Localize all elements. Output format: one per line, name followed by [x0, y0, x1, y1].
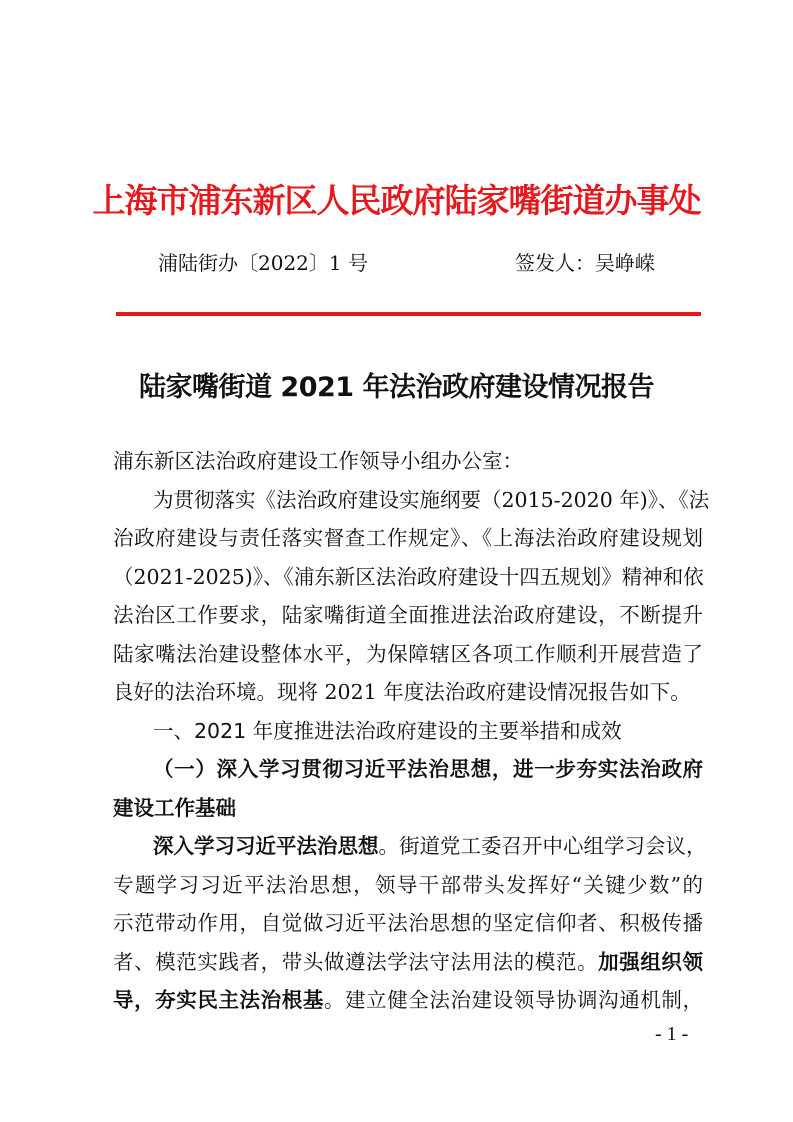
- page-number: - 1 -: [655, 1023, 689, 1045]
- intro-line: 陆家嘴法治建设整体水平，为保障辖区各项工作顺利开展营造了: [113, 641, 703, 666]
- signer: 签发人：吴峥嵘: [515, 251, 655, 275]
- intro-line: 法治区工作要求，陆家嘴街道全面推进法治政府建设，不断提升: [113, 603, 703, 627]
- report-title: 陆家嘴街道 2021 年法治政府建设情况报告: [139, 372, 654, 403]
- bold-lead: 加强组织领: [598, 949, 704, 974]
- paragraph-text: 。建立健全法治建设领导协调沟通机制，: [323, 988, 704, 1012]
- intro-line: （2021-2025)》、《浦东新区法治政府建设十四五规划》精神和依: [113, 564, 704, 589]
- intro-line: 良好的法治环境。现将 2021 年度法治政府建设情况报告如下。: [113, 680, 691, 704]
- section-heading: 一、2021 年度推进法治政府建设的主要举措和成效: [153, 718, 622, 743]
- subsection-heading: （一）深入学习贯彻习近平法治思想，进一步夯实法治政府: [153, 757, 703, 781]
- bold-lead: 导，夯实民主法治根基: [113, 988, 324, 1012]
- paragraph-line: [113, 943, 703, 982]
- intro-line: 为贯彻落实《法治政府建设实施纲要（2015-2020 年)》、《法: [153, 487, 710, 512]
- salutation: 浦东新区法治政府建设工作领导小组办公室：: [113, 449, 523, 473]
- subsection-heading: 建设工作基础: [113, 795, 236, 820]
- paragraph-line: 专题学习习近平法治思想，领导干部带头发挥好“关键少数”的: [113, 872, 703, 897]
- document-number: 浦陆街办〔2022〕1 号: [158, 251, 368, 275]
- document-body: [113, 442, 710, 1020]
- intro-line: 治政府建设与责任落实督查工作规定》、《上海法治政府建设规划: [113, 526, 703, 550]
- issuing-organization-title: 上海市浦东新区人民政府陆家嘴街道办事处: [92, 181, 701, 220]
- red-header-rule: [116, 312, 701, 316]
- paragraph-line: [113, 981, 703, 1020]
- paragraph-text: 者、模范实践者，带头做遵法学法守法用法的模范。: [113, 949, 599, 974]
- bold-lead: 深入学习习近平法治思想: [153, 834, 379, 858]
- paragraph-line: 示范带动作用，自觉做习近平法治思想的坚定信仰者、积极传播: [113, 911, 703, 935]
- paragraph-text: 。街道党工委召开中心组学习会议，: [378, 834, 707, 858]
- paragraph-line: [113, 827, 707, 866]
